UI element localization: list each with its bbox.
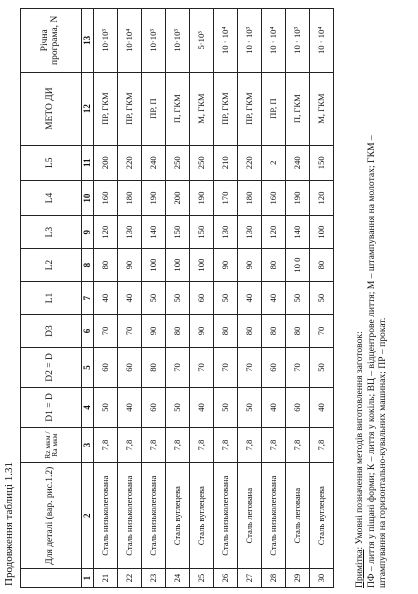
program-cell: 10·10³ [142,9,166,73]
d2-cell: 70 [214,347,238,387]
l2-cell: 100 [166,249,190,282]
column-numbers-row [82,9,94,588]
table-row [286,9,310,588]
d1-cell: 50 [94,387,118,427]
header-d1: D1 = D [21,387,82,427]
column-number: 13 [82,9,94,73]
method-cell: ПР, П [142,72,166,145]
row-number: 24 [166,569,190,588]
d3-cell: 90 [142,315,166,348]
method-cell: П, ГКМ [286,72,310,145]
method-cell: ПР, ГКМ [94,72,118,145]
roughness-cell: 7,8 [262,427,286,462]
table-row [238,9,262,588]
d3-cell: 70 [310,315,334,348]
material-cell: Сталь низьколегована [262,463,286,569]
header-part: Для деталі (вар. рис.1.2) [21,463,82,569]
table-row [190,9,214,588]
l5-cell: 250 [190,145,214,180]
l4-cell: 190 [142,180,166,215]
l2-cell: 90 [214,249,238,282]
column-number: 4 [82,387,94,427]
program-cell: 10·10³ [94,9,118,73]
d1-cell: 50 [166,387,190,427]
l5-cell: 240 [142,145,166,180]
d3-cell: 80 [262,315,286,348]
d3-cell: 80 [238,315,262,348]
column-number: 1 [82,569,94,588]
d1-cell: 60 [142,387,166,427]
table-row [310,9,334,588]
program-cell: 10 · 10³ [238,9,262,73]
roughness-cell: 7,8 [214,427,238,462]
method-cell: М, ГКМ [190,72,214,145]
roughness-cell: 7,8 [118,427,142,462]
d1-cell: 40 [118,387,142,427]
header-row [21,9,82,588]
column-number: 7 [82,282,94,315]
d1-cell: 50 [238,387,262,427]
program-cell: 10 · 10⁴ [310,9,334,73]
note-line [354,4,366,588]
material-cell: Сталь вуглецева [190,463,214,569]
material-cell: Сталь низьколегована [214,463,238,569]
d1-cell: 40 [190,387,214,427]
table-note [354,4,389,588]
l4-cell: 200 [166,180,190,215]
parameters-table [20,8,334,588]
l2-cell: 90 [238,249,262,282]
d1-cell: 60 [286,387,310,427]
l5-cell: 150 [310,145,334,180]
note-label: Примітка [354,549,365,588]
l3-cell: 130 [118,216,142,249]
d2-cell: 60 [94,347,118,387]
row-number: 26 [214,569,238,588]
column-number: 11 [82,145,94,180]
roughness-cell: 7,8 [310,427,334,462]
l1-cell: 50 [310,282,334,315]
d2-cell: 70 [286,347,310,387]
header-l2: L2 [21,249,82,282]
l1-cell: 50 [166,282,190,315]
l2-cell: 90 [118,249,142,282]
l2-cell: 100 [142,249,166,282]
roughness-cell: 7,8 [286,427,310,462]
column-number: 12 [82,72,94,145]
roughness-cell: 7,8 [238,427,262,462]
material-cell: Сталь вуглецева [310,463,334,569]
l1-cell: 40 [94,282,118,315]
material-cell: Сталь вуглецева [166,463,190,569]
row-number: 21 [94,569,118,588]
header-l1: L1 [21,282,82,315]
row-number: 29 [286,569,310,588]
column-number: 3 [82,427,94,462]
l3-cell: 120 [262,216,286,249]
d3-cell: 80 [286,315,310,348]
l1-cell: 50 [286,282,310,315]
row-number: 25 [190,569,214,588]
l1-cell: 50 [142,282,166,315]
column-number: 9 [82,216,94,249]
column-number: 5 [82,347,94,387]
l2-cell: 80 [262,249,286,282]
method-cell: ПР, ГКМ [118,72,142,145]
d2-cell: 60 [118,347,142,387]
method-cell: ПР, П [262,72,286,145]
material-cell: Сталь низьколегована [142,463,166,569]
l1-cell: 40 [118,282,142,315]
row-number: 23 [142,569,166,588]
row-number: 22 [118,569,142,588]
d2-cell: 60 [262,347,286,387]
material-cell: Сталь низьколегована [94,463,118,569]
l1-cell: 40 [238,282,262,315]
table-body [94,9,334,588]
program-cell: 10 · 10⁴ [214,9,238,73]
l4-cell: 160 [262,180,286,215]
l1-cell: 50 [214,282,238,315]
l5-cell: 200 [94,145,118,180]
l1-cell: 60 [190,282,214,315]
d1-cell: 50 [214,387,238,427]
d3-cell: 80 [214,315,238,348]
l2-cell: 80 [310,249,334,282]
row-number: 27 [238,569,262,588]
roughness-cell: 7,8 [166,427,190,462]
d2-cell: 80 [142,347,166,387]
note-intro: : Умовні позначення методів виготовлення заготовок: [354,331,365,550]
l5-cell: 2 [262,145,286,180]
program-cell: 10·10⁴ [118,9,142,73]
l3-cell: 120 [94,216,118,249]
l3-cell: 140 [142,216,166,249]
header-blank [21,569,82,588]
table-row [214,9,238,588]
program-cell: 5·10³ [190,9,214,73]
method-cell: М, ГКМ [310,72,334,145]
roughness-cell: 7,8 [142,427,166,462]
roughness-cell: 7,8 [190,427,214,462]
table-row [142,9,166,588]
d1-cell: 40 [262,387,286,427]
material-cell: Сталь легована [286,463,310,569]
table-row [118,9,142,588]
l4-cell: 170 [214,180,238,215]
table-row [262,9,286,588]
l4-cell: 120 [310,180,334,215]
header-d3: D3 [21,315,82,348]
l5-cell: 250 [166,145,190,180]
header-roughness: Rz мкм / Ra мкм [21,427,82,462]
l4-cell: 190 [190,180,214,215]
header-program: Річна програма, N [21,9,82,73]
column-number: 8 [82,249,94,282]
d2-cell: 70 [166,347,190,387]
program-cell: 10 · 10³ [286,9,310,73]
l3-cell: 130 [214,216,238,249]
d2-cell: 70 [238,347,262,387]
l5-cell: 240 [286,145,310,180]
l3-cell: 150 [166,216,190,249]
note-line: ПФ – лиття у піщані форми; К – лиття у кокіль; ВЦ – відцентрове лиття; М – штампування на молотах; ГКМ – [365,135,377,588]
material-cell: Сталь легована [238,463,262,569]
table-row [94,9,118,588]
l3-cell: 140 [286,216,310,249]
table-row [166,9,190,588]
table-caption: Продовження таблиці 1.31 [3,462,15,586]
l3-cell: 100 [310,216,334,249]
l5-cell: 220 [118,145,142,180]
l2-cell: 80 [94,249,118,282]
d3-cell: 80 [166,315,190,348]
d3-cell: 90 [190,315,214,348]
l3-cell: 150 [190,216,214,249]
header-l3: L3 [21,216,82,249]
method-cell: ПР, ГКМ [238,72,262,145]
method-cell: П, ГКМ [166,72,190,145]
l4-cell: 180 [238,180,262,215]
d2-cell: 50 [310,347,334,387]
l2-cell: 100 [190,249,214,282]
note-line: штампування на горизонтально-кувальних машинах; ПР – прокат. [377,317,389,588]
column-number: 10 [82,180,94,215]
d3-cell: 70 [94,315,118,348]
header-method: МЕТО ДИ [21,72,82,145]
header-l4: L4 [21,180,82,215]
l4-cell: 160 [94,180,118,215]
method-cell: ПР, ГКМ [214,72,238,145]
d3-cell: 70 [118,315,142,348]
l2-cell: 10 0 [286,249,310,282]
column-number: 2 [82,463,94,569]
material-cell: Сталь низьколегована [118,463,142,569]
program-cell: 10·10³ [166,9,190,73]
l5-cell: 220 [238,145,262,180]
l4-cell: 190 [286,180,310,215]
header-d2: D2 = D [21,347,82,387]
d1-cell: 40 [310,387,334,427]
l1-cell: 40 [262,282,286,315]
column-number: 6 [82,315,94,348]
roughness-cell: 7,8 [94,427,118,462]
row-number: 30 [310,569,334,588]
program-cell: 10 · 10⁴ [262,9,286,73]
l4-cell: 180 [118,180,142,215]
l5-cell: 210 [214,145,238,180]
header-l5: L5 [21,145,82,180]
row-number: 28 [262,569,286,588]
d2-cell: 70 [190,347,214,387]
l3-cell: 130 [238,216,262,249]
